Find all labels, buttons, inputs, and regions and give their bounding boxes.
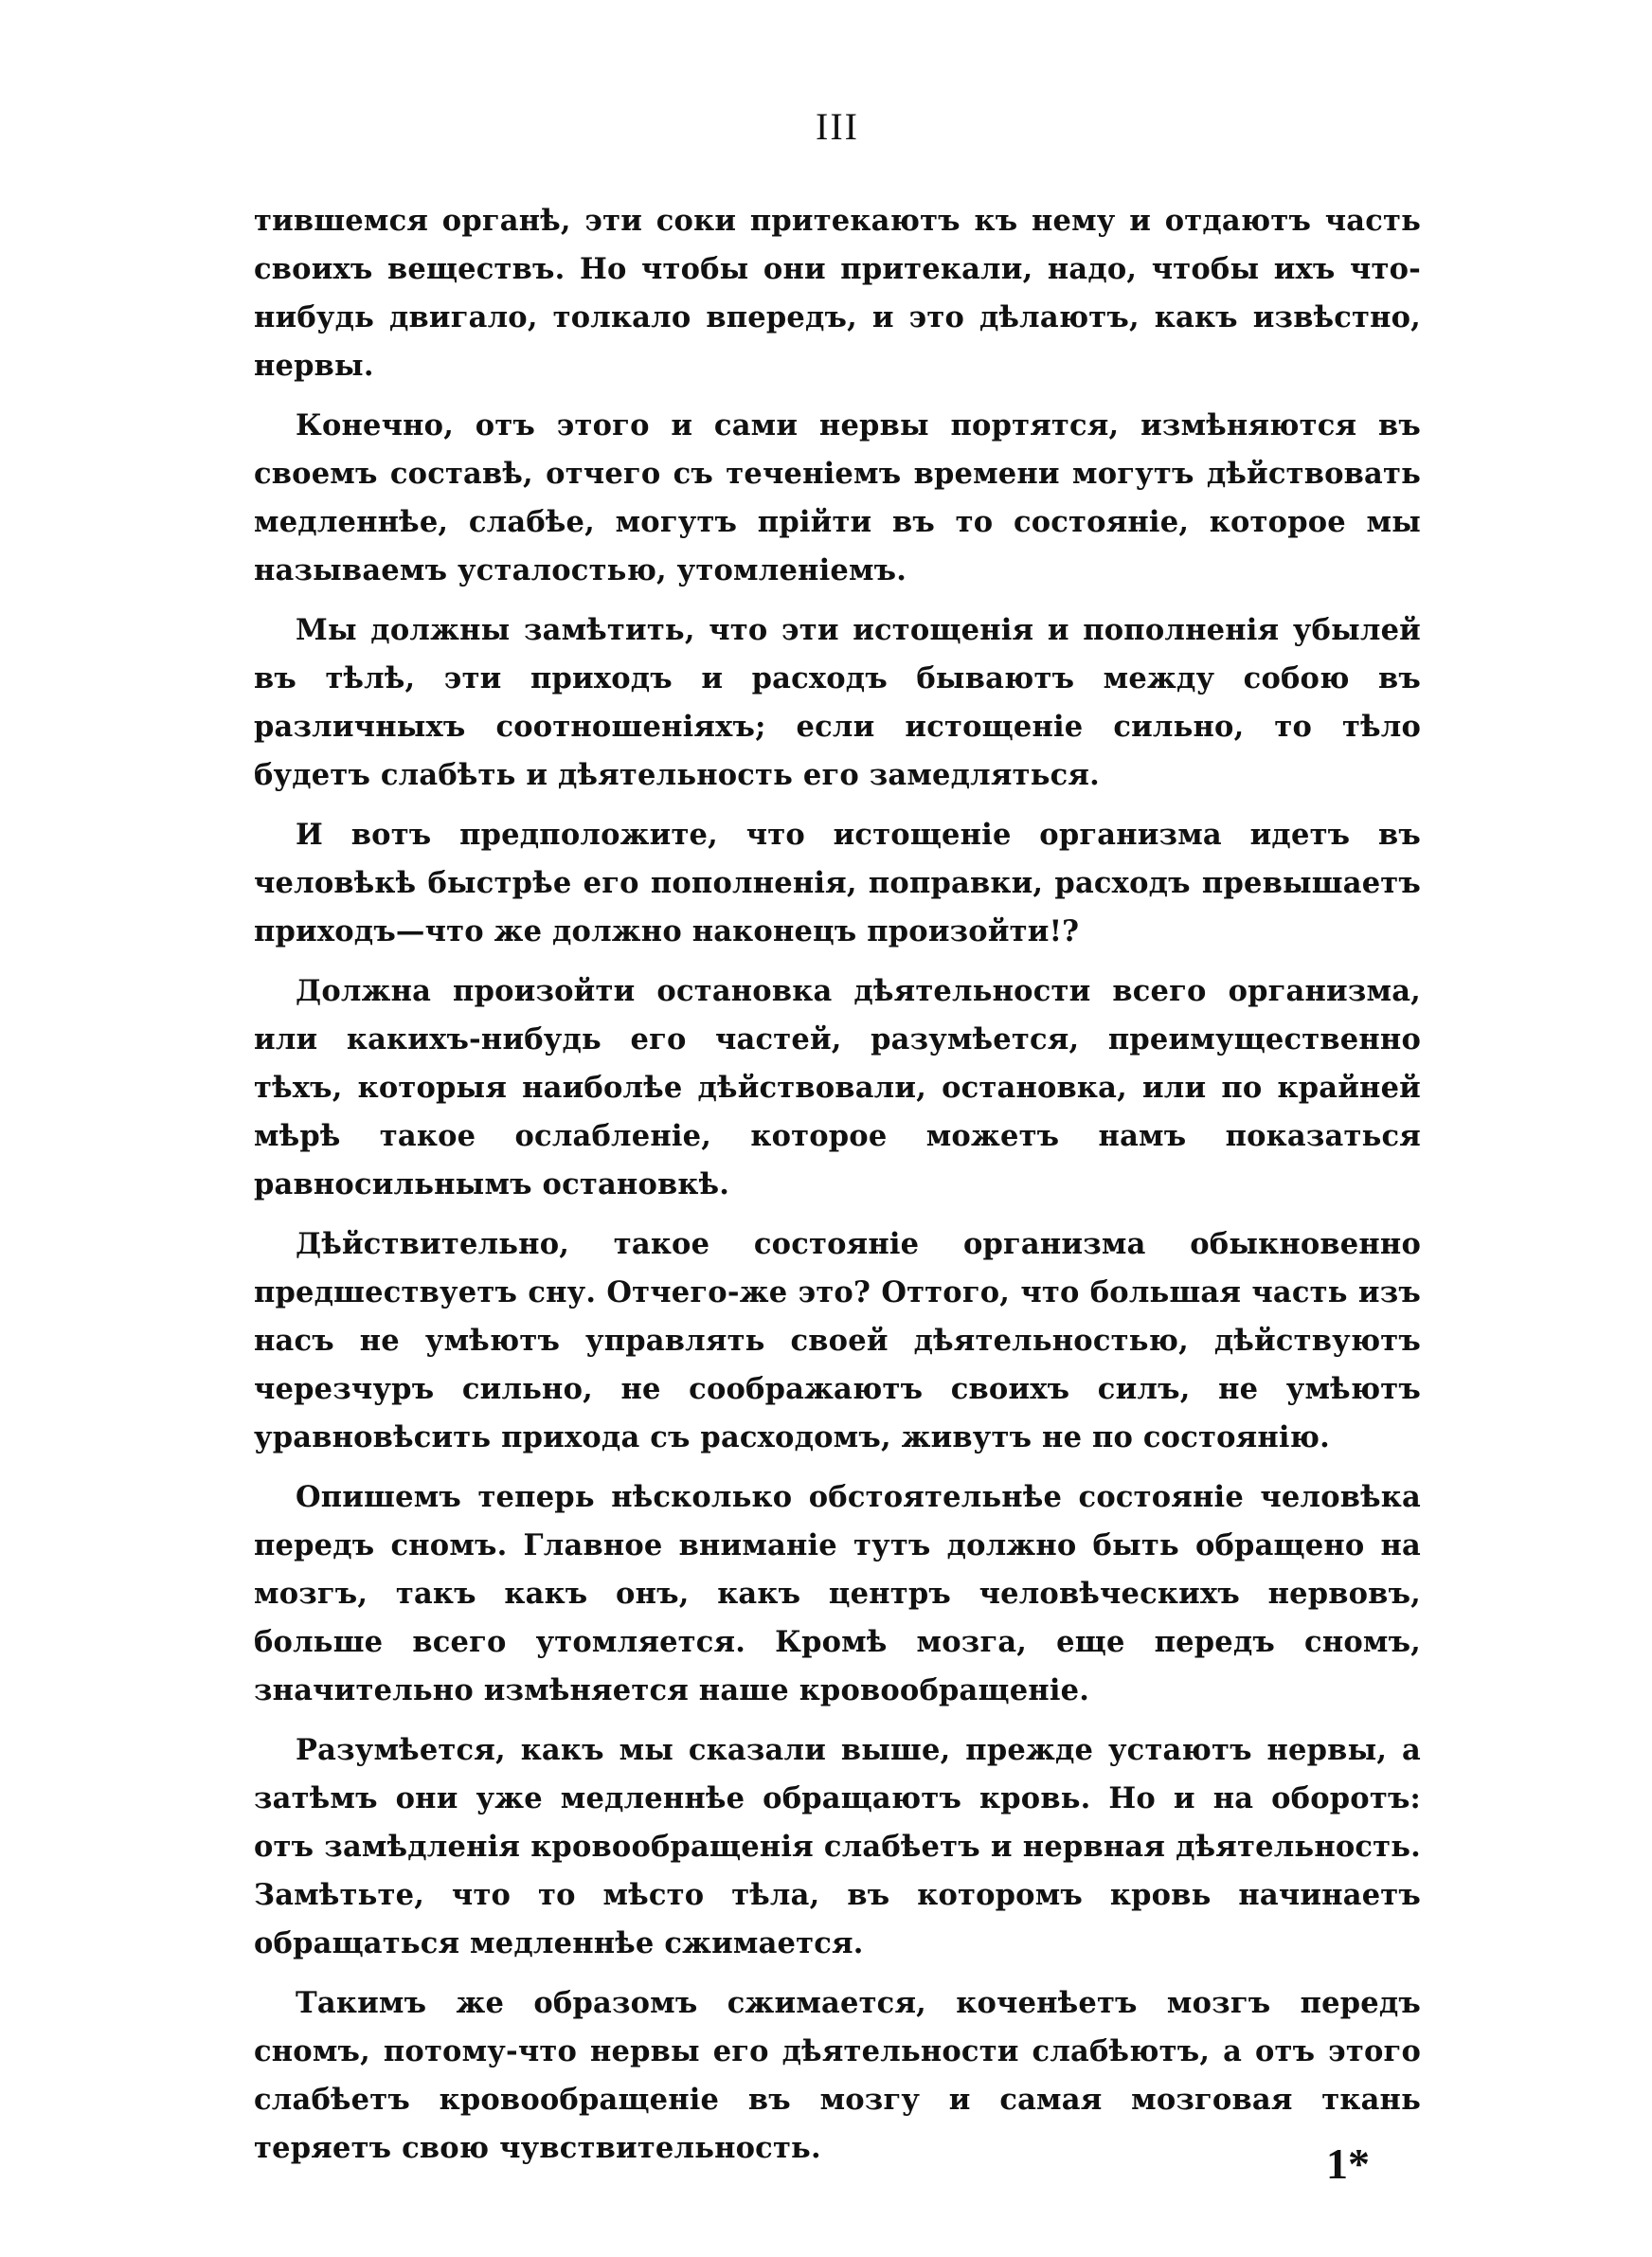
signature-mark: 1* <box>1326 2140 1370 2188</box>
paragraph-3: Мы должны замѣтить, что эти истощенія и пополненія убылей въ тѣлѣ, эти приходъ и расходъ бываютъ между собою въ различныхъ соотношеніяхъ; если истощеніе сильно, то тѣло будетъ слабѣть и дѣятельность его замедляться. <box>254 613 1421 792</box>
page-number: III <box>816 105 859 148</box>
paragraph-2: Конечно, отъ этого и сами нервы портятся, измѣняются въ своемъ составѣ, отчего съ теченіемъ времени могутъ дѣйствовать медленнѣе, слабѣе, могутъ прійти въ то состояніе, которое мы называемъ усталостью, утомленіемъ. <box>254 408 1421 587</box>
document-page <box>254 104 1421 2189</box>
paragraph-7: Опишемъ теперь нѣсколько обстоятельнѣе состояніе человѣка передъ сномъ. Главное вниманіе тутъ должно быть обращено на мозгъ, такъ какъ онъ, какъ центръ человѣческихъ нервовъ, больше всего утомляется. Кромѣ мозга, еще передъ сномъ, значительно измѣняется наше кровообращеніе. <box>254 1480 1421 1707</box>
paragraph-1: тившемся органѣ, эти соки притекаютъ къ нему и отдаютъ часть своихъ веществъ. Но чтобы они притекали, надо, чтобы ихъ что-нибудь двигало, толкало впередъ, и это дѣлаютъ, какъ извѣстно, нервы. <box>254 204 1421 383</box>
paragraph-4: И вотъ предположите, что истощеніе организма идетъ въ человѣкѣ быстрѣе его пополненія, поправки, расходъ превышаетъ приходъ—что же должно наконецъ произойти!? <box>254 818 1421 948</box>
paragraph-8: Разумѣется, какъ мы сказали выше, прежде устаютъ нервы, а затѣмъ они уже медленнѣе обращаютъ кровь. Но и на оборотъ: отъ замѣдленія кровообращенія слабѣетъ и нервная дѣятельность. Замѣтьте, что то мѣсто тѣла, въ которомъ кровь начинаетъ обращаться медленнѣе сжимается. <box>254 1733 1421 1960</box>
paragraph-6: Дѣйствительно, такое состояніе организма обыкновенно предшествуетъ сну. Отчего-же это? Оттого, что большая часть изъ насъ не умѣютъ управлять своей дѣятельностью, дѣйствуютъ черезчуръ сильно, не соображаютъ своихъ силъ, не умѣютъ уравновѣсить прихода съ расходомъ, живутъ не по состоянію. <box>254 1227 1421 1454</box>
paragraph-5: Должна произойти остановка дѣятельности всего организма, или какихъ-нибудь его частей, разумѣется, преимущественно тѣхъ, которыя наиболѣе дѣйствовали, остановка, или по крайней мѣрѣ такое ослабленіе, которое можетъ намъ показаться равносильнымъ остановкѣ. <box>254 974 1421 1201</box>
paragraph-9: Такимъ же образомъ сжимается, коченѣетъ мозгъ передъ сномъ, потому-что нервы его дѣятельности слабѣютъ, а отъ этого слабѣетъ кровообращеніе въ мозгу и самая мозговая ткань теряетъ свою чувствительность. <box>254 1986 1421 2165</box>
